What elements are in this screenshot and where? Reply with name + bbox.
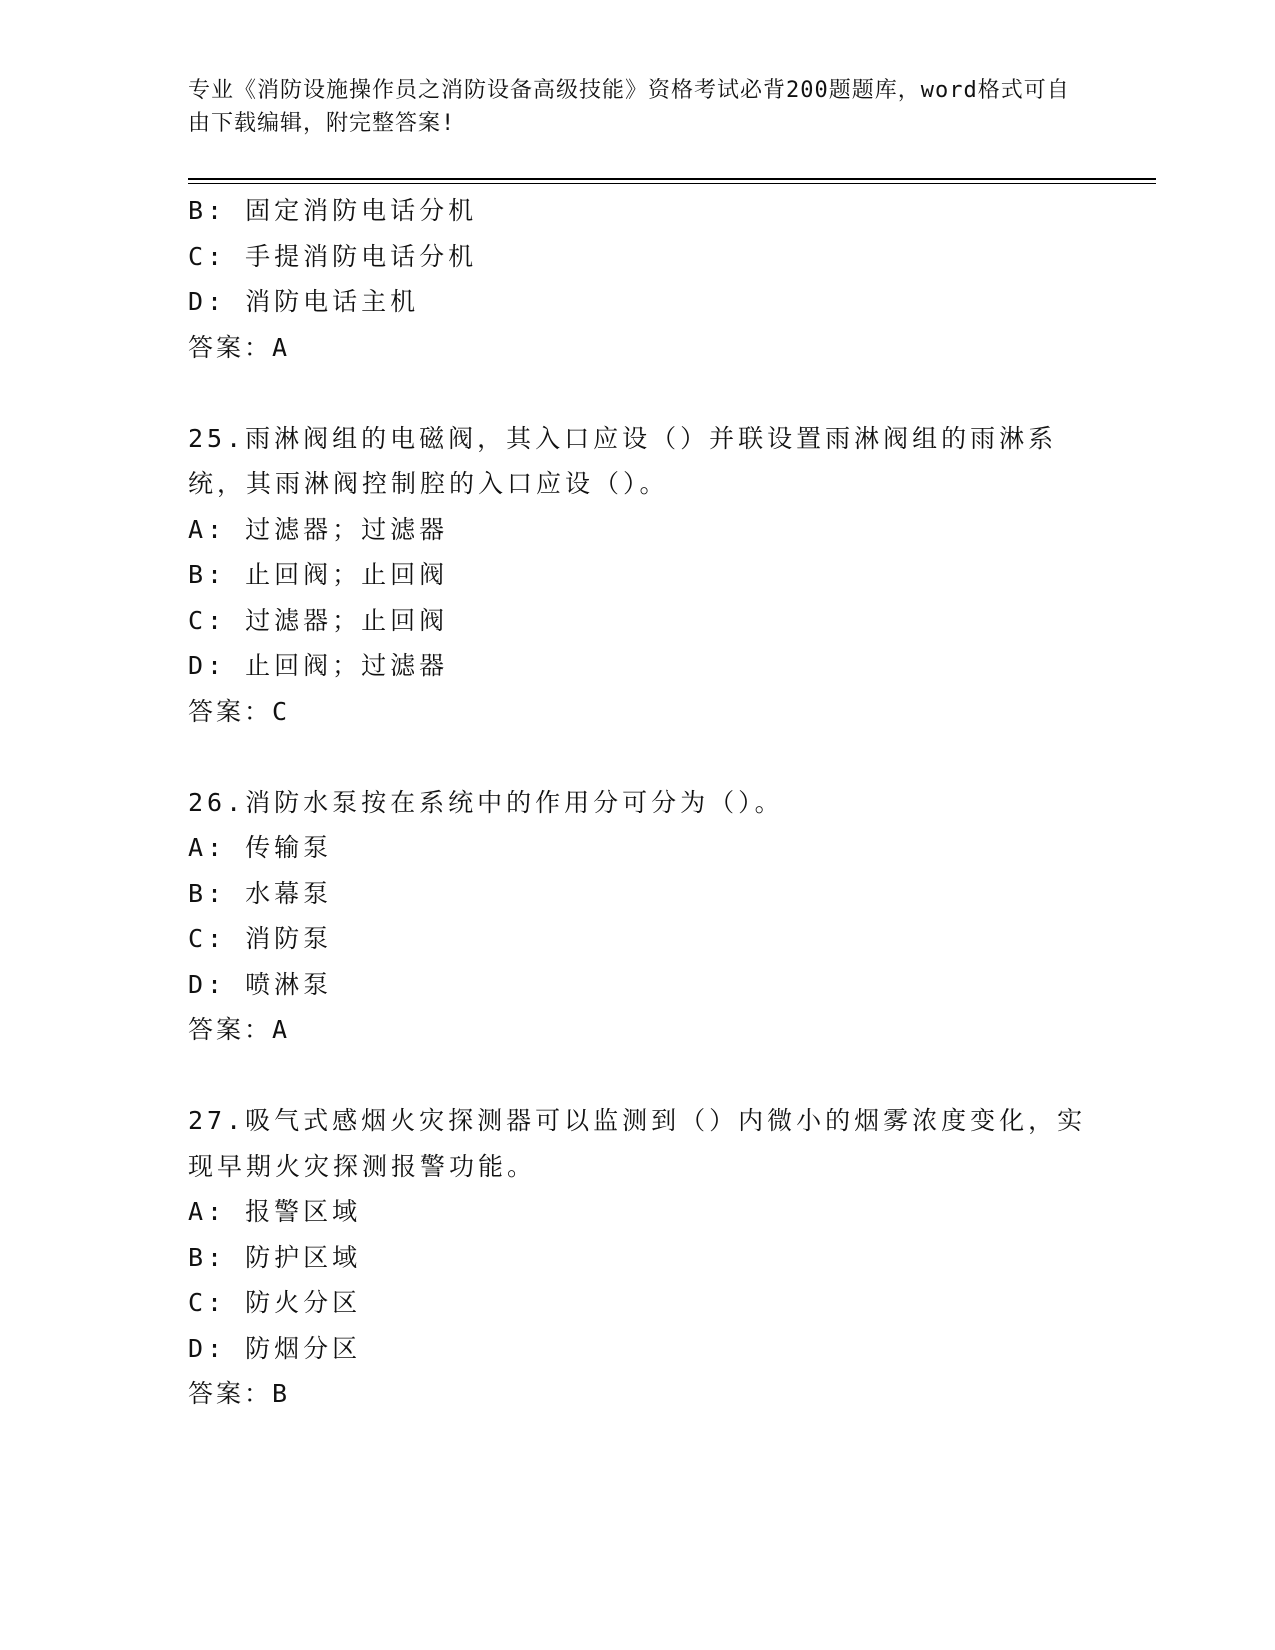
question-26	[188, 780, 1088, 1053]
option-c: C: 过滤器；止回阀	[188, 605, 449, 635]
option-a: A: 过滤器；过滤器	[188, 514, 449, 544]
spacer	[188, 1053, 1088, 1099]
question-25	[188, 416, 1088, 735]
spacer	[188, 734, 1088, 780]
question-24-continued	[188, 188, 1088, 370]
option-c: C: 消防泵	[188, 924, 333, 953]
spacer	[188, 370, 1088, 416]
question-stem: 27.吸气式感烟火灾探测器可以监测到（）内微小的烟雾浓度变化，实现早期火灾探测报警功能。	[188, 1106, 1087, 1181]
header-rule-thin	[188, 183, 1156, 184]
option-b: B: 防护区域	[188, 1242, 362, 1272]
question-27	[188, 1098, 1088, 1417]
answer-line: 答案：A	[188, 1015, 291, 1044]
option-b: B: 水幕泵	[188, 878, 333, 908]
option-a: A: 报警区域	[188, 1197, 362, 1226]
option-c: C: 手提消防电话分机	[188, 241, 478, 271]
question-stem: 25.雨淋阀组的电磁阀，其入口应设（）并联设置雨淋阀组的雨淋系统，其雨淋阀控制腔的入口应设（）。	[188, 423, 1058, 498]
option-d: D: 防烟分区	[188, 1333, 362, 1363]
header-rule-thick	[188, 178, 1156, 180]
option-d: D: 止回阀；过滤器	[188, 651, 449, 680]
option-a: A: 传输泵	[188, 833, 333, 862]
answer-line: 答案：A	[188, 332, 291, 362]
option-c: C: 防火分区	[188, 1288, 362, 1317]
answer-line: 答案：C	[188, 696, 291, 726]
answer-line: 答案：B	[188, 1379, 291, 1408]
option-b: B: 固定消防电话分机	[188, 196, 478, 225]
question-stem: 26.消防水泵按在系统中的作用分可分为（）。	[188, 787, 784, 817]
option-d: D: 喷淋泵	[188, 969, 333, 999]
document-header: 专业《消防设施操作员之消防设备高级技能》资格考试必背200题题库，word格式可自由下载编辑，附完整答案!	[188, 78, 1070, 136]
option-b: B: 止回阀；止回阀	[188, 560, 449, 589]
option-d: D: 消防电话主机	[188, 287, 420, 316]
document-body	[188, 188, 1088, 1417]
